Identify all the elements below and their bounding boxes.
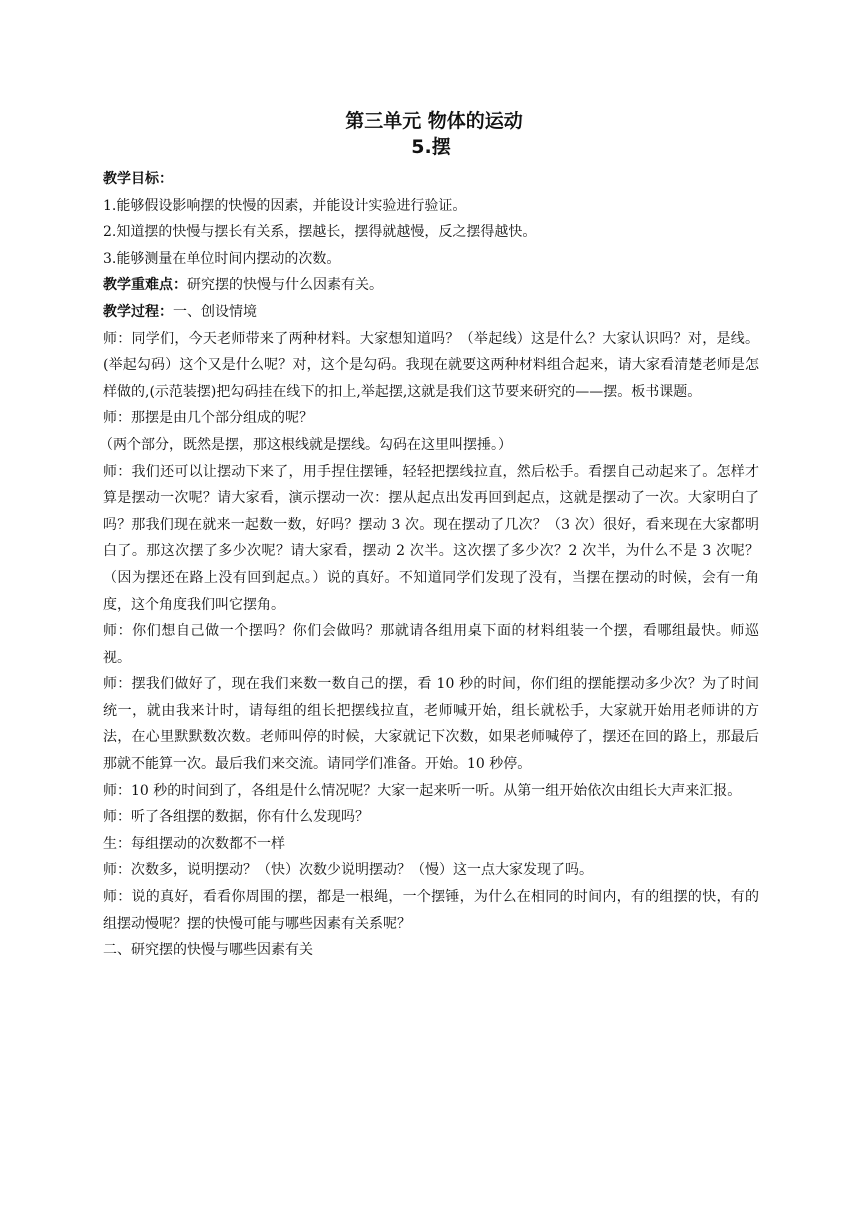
process-text: 一、创设情境 — [173, 303, 257, 320]
document-page — [99, 108, 759, 964]
paragraph: 生：每组摆动的次数都不一样 — [103, 835, 285, 852]
paragraph: 师：次数多，说明摆动？（快）次数少说明摆动？（慢）这一点大家发现了吗。 — [103, 862, 593, 879]
paragraph: 师：那摆是由几个部分组成的呢？ — [103, 410, 313, 427]
objective-item-2: 2.知道摆的快慢与摆长有关系，摆越长，摆得就越慢，反之摆得越快。 — [103, 224, 537, 241]
paragraph: 师：同学们，今天老师带来了两种材料。大家想知道吗？（举起线）这是什么？大家认识吗？对，是线。(举起勾码）这个又是什么呢？对，这个是勾码。我现在就要这两种材料组合起来，请大家看清楚老师是怎样做的,(示范装摆)把勾码挂在线下的扣上,举起摆,这就是我们这节要来研究的——摆。板书课题。 — [103, 330, 759, 400]
paragraph: 师：说的真好，看看你周围的摆，都是一根绳，一个摆锤，为什么在相同的时间内，有的组摆的快，有的组摆动慢呢？摆的快慢可能与哪些因素有关系呢？ — [103, 889, 759, 932]
process-heading — [103, 299, 759, 326]
key-points-text: 研究摆的快慢与什么因素有关。 — [187, 277, 383, 294]
key-points — [103, 272, 759, 299]
section-heading: 二、研究摆的快慢与哪些因素有关 — [103, 942, 313, 959]
lesson-title: 5.摆 — [411, 136, 451, 158]
paragraph: 师：10 秒的时间到了，各组是什么情况呢？大家一起来听一听。从第一组开始依次由组长大声来汇报。 — [103, 782, 742, 799]
paragraph: 师：听了各组摆的数据，你有什么发现吗？ — [103, 809, 369, 826]
objectives-heading — [103, 166, 759, 193]
key-points-label: 教学重难点： — [103, 277, 187, 294]
process-label: 教学过程： — [103, 303, 173, 320]
paragraph: 师：我们还可以让摆动下来了，用手捏住摆锤，轻轻把摆线拉直，然后松手。看摆自己动起来了。怎样才算是摆动一次呢？请大家看，演示摆动一次：摆从起点出发再回到起点，这就是摆动了一次。大家明白了吗？那我们现在就来一起数一数，好吗？摆动 3 次。现在摆动了几次？（3 次）很好，看来现在大家都明白了。那这次摆了多少次呢？请大家看，摆动 2 次半。这次摆了多少次？2 次半，为什么不是 3 次呢？（因为摆还在路上没有回到起点。）说的真好。不知道同学们发现了没有，当摆在摆动的时候，会有一角度，这个角度我们叫它摆角。 — [103, 463, 759, 613]
objectives-label: 教学目标： — [103, 171, 173, 187]
unit-title: 第三单元 物体的运动 — [345, 110, 523, 132]
paragraph: （两个部分，既然是摆，那这根线就是摆线。勾码在这里叫摆捶。） — [99, 436, 512, 453]
paragraph: 师：你们想自己做一个摆吗？你们会做吗？那就请各组用桌下面的材料组装一个摆，看哪组最快。师巡视。 — [103, 623, 759, 666]
objective-item-1: 1.能够假设影响摆的快慢的因素，并能设计实验进行验证。 — [103, 197, 467, 214]
paragraph: 师：摆我们做好了，现在我们来数一数自己的摆，看 10 秒的时间，你们组的摆能摆动多少次？为了时间统一，就由我来计时，请每组的组长把摆线拉直，老师喊开始，组长就松手，大家就开始用老师讲的方法，在心里默默数次数。老师叫停的时候，大家就记下次数，如果老师喊停了，摆还在回的路上，那最后那就不能算一次。最后我们来交流。请同学们准备。开始。10 秒停。 — [103, 676, 759, 773]
objective-item-3: 3.能够测量在单位时间内摆动的次数。 — [103, 250, 341, 267]
